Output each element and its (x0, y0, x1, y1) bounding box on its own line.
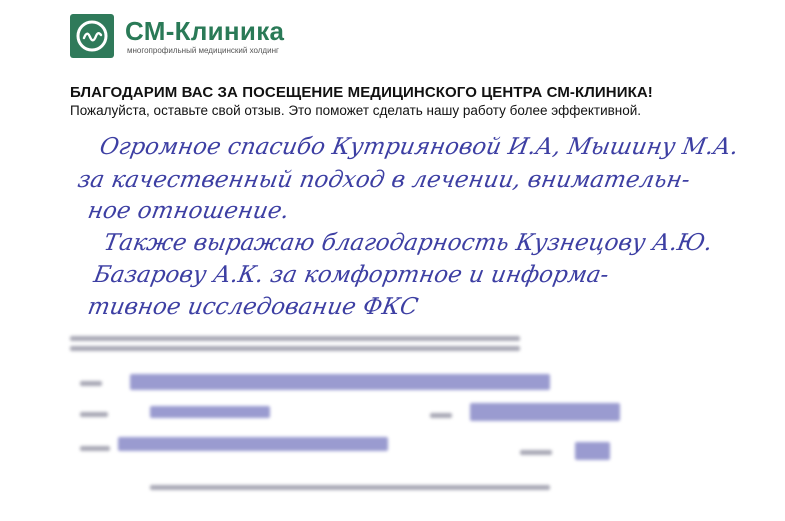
review-line: тивное исследование ФКС (85, 294, 420, 320)
review-line: Базарову А.К. за комфортное и информа- (91, 262, 611, 288)
form-subline: Пожалуйста, оставьте свой отзыв. Это поможет сделать нашу работу более эффективной. (70, 103, 642, 118)
review-line: Также выражаю благодарность Кузнецову А.Ю. (101, 230, 715, 256)
review-line: за качественный подход в лечении, внимательн- (75, 167, 692, 193)
brand-name: СМ-Клиника (125, 16, 285, 46)
sm-clinic-logo-icon (70, 14, 114, 58)
form-headline: БЛАГОДАРИМ ВАС ЗА ПОСЕЩЕНИЕ МЕДИЦИНСКОГО ЦЕНТРА СМ-КЛИНИКА! (70, 84, 653, 101)
brand-tagline: многопрофильный медицинский холдинг (127, 46, 279, 55)
review-line: Огромное спасибо Кутрияновой И.А, Мышину М.А. (97, 134, 741, 160)
review-line: ное отношение. (85, 198, 292, 224)
clinic-header (70, 14, 370, 64)
handwritten-review (70, 130, 770, 330)
